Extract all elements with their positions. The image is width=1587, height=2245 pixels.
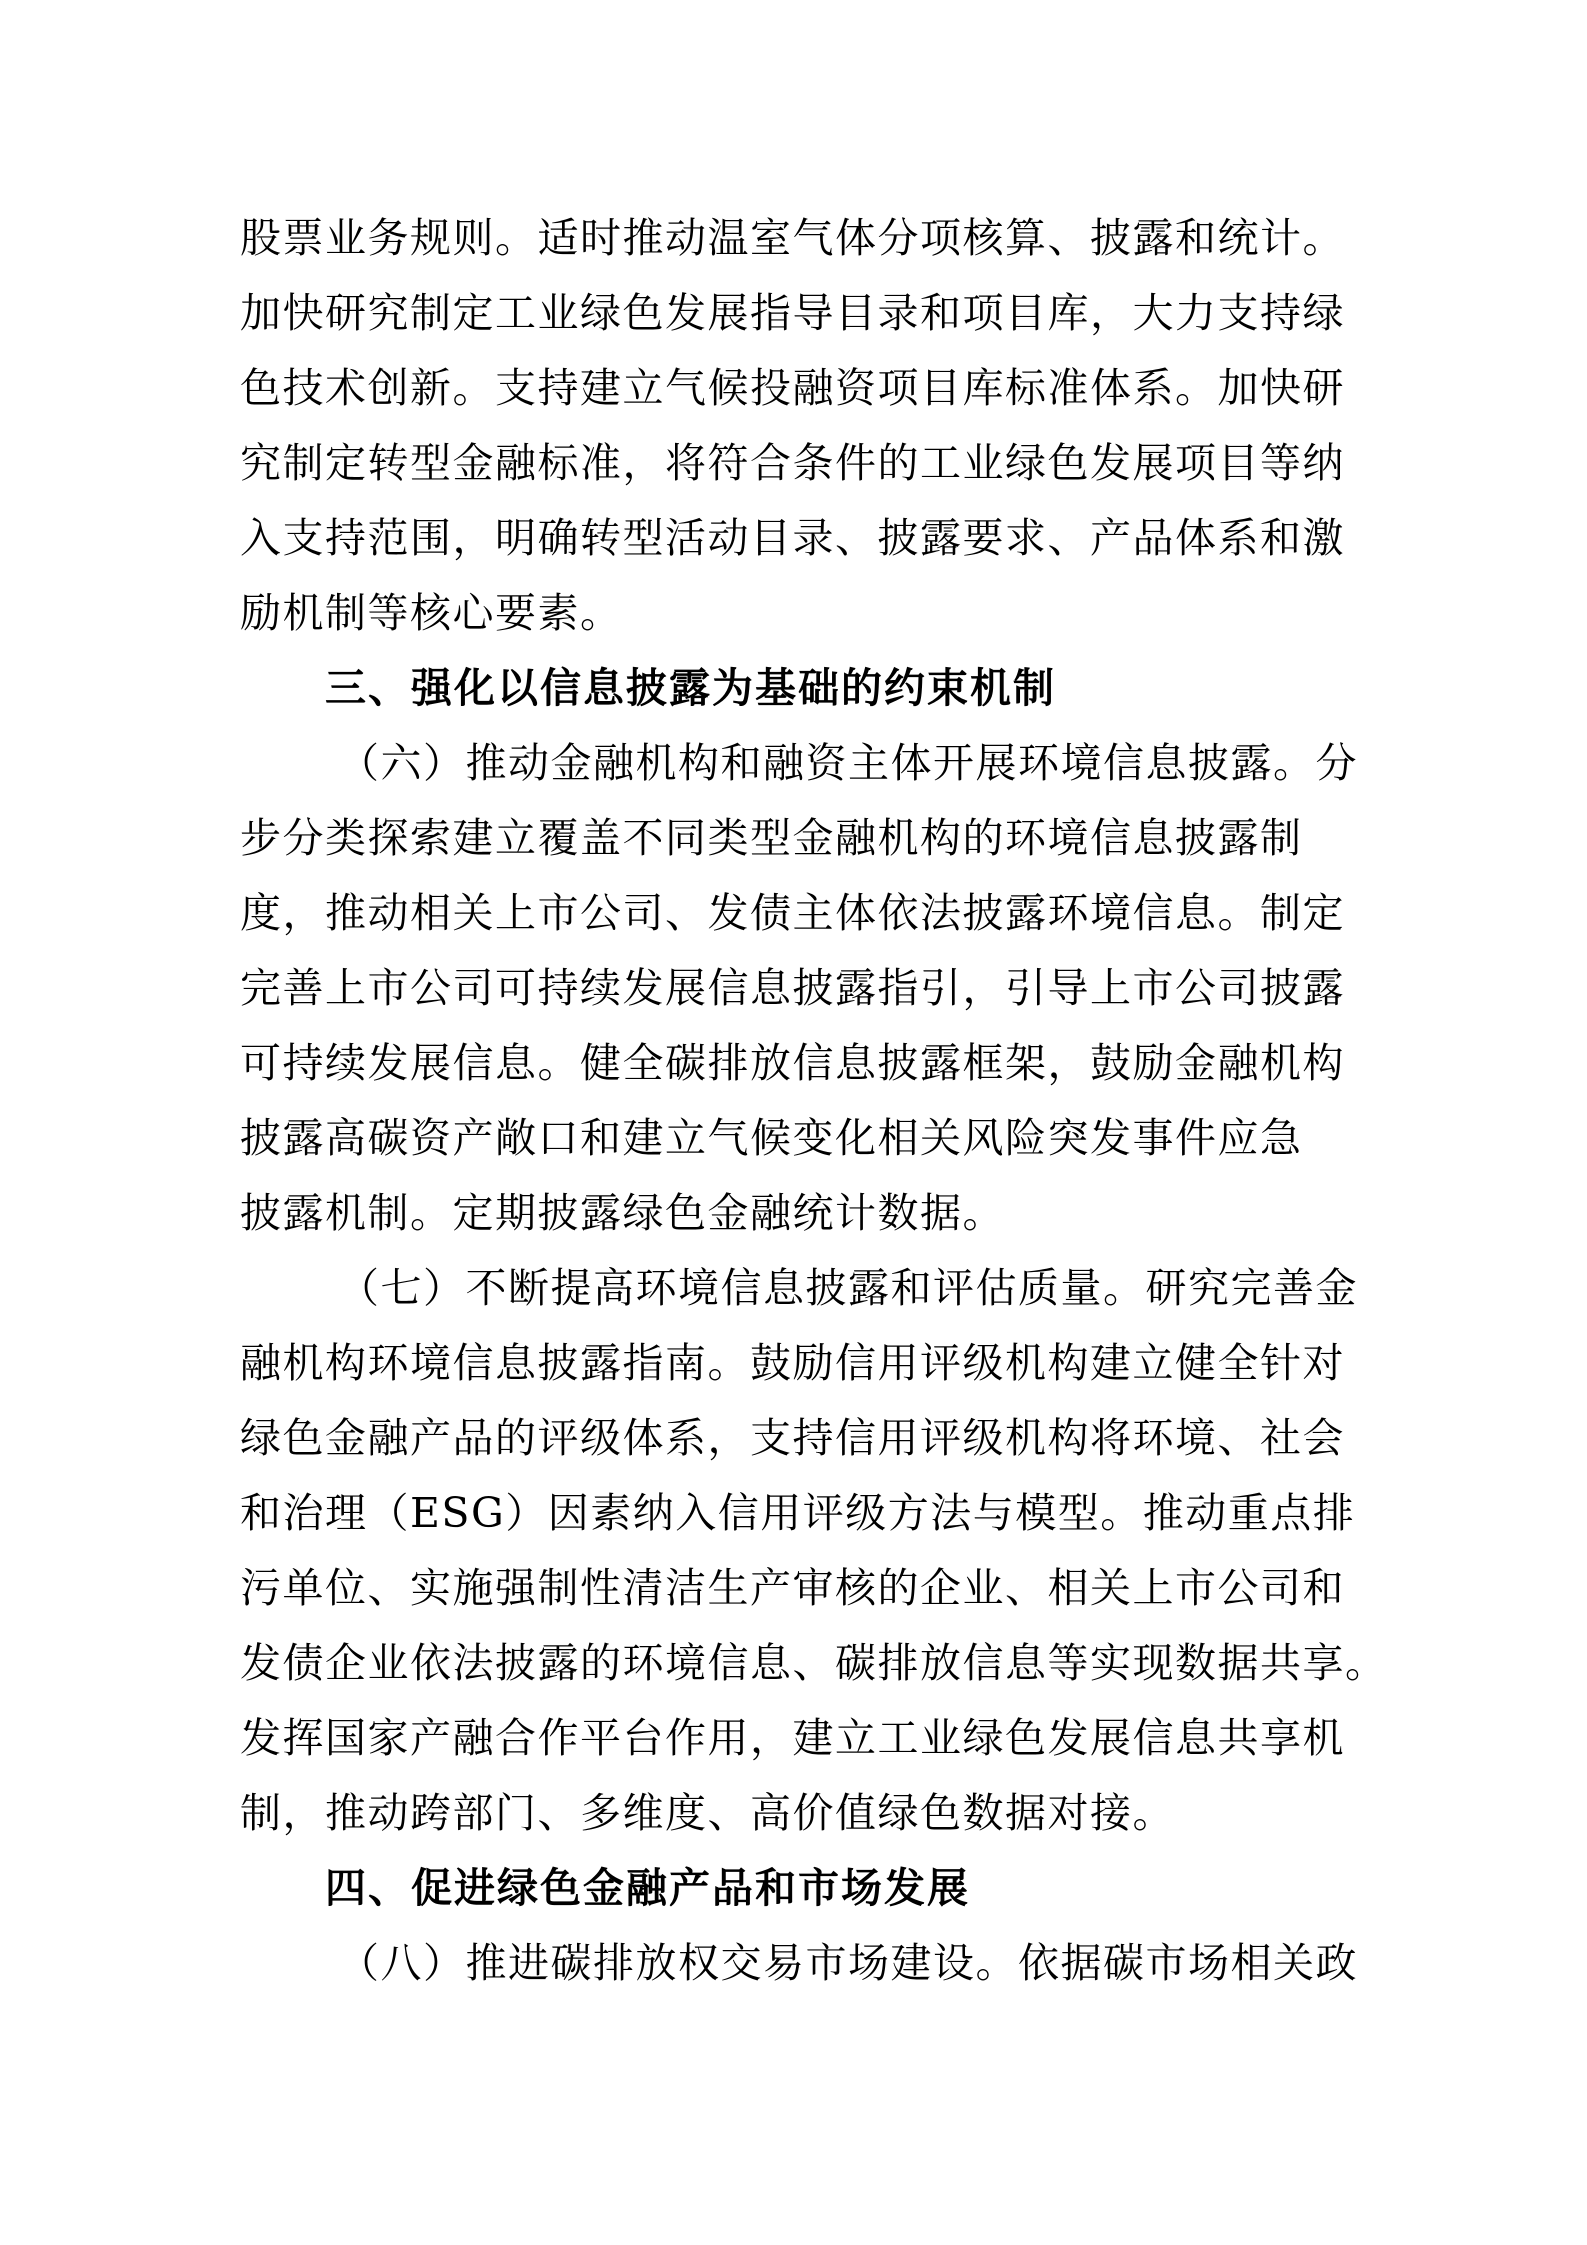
text-line: 绿色金融产品的评级体系，支持信用评级机构将环境、社会	[240, 1414, 1345, 1462]
text-line: 发挥国家产融合作平台作用，建立工业绿色发展信息共享机	[240, 1714, 1345, 1762]
text-line: 股票业务规则。适时推动温室气体分项核算、披露和统计。	[240, 214, 1345, 262]
text-line: 完善上市公司可持续发展信息披露指引，引导上市公司披露	[240, 964, 1345, 1012]
text-line: 发债企业依法披露的环境信息、碳排放信息等实现数据共享。	[240, 1639, 1388, 1687]
text-line: 可持续发展信息。健全碳排放信息披露框架，鼓励金融机构	[240, 1039, 1345, 1087]
text-line: 步分类探索建立覆盖不同类型金融机构的环境信息披露制	[240, 814, 1303, 862]
text-line: 度，推动相关上市公司、发债主体依法披露环境信息。制定	[240, 889, 1345, 937]
text-line: 励机制等核心要素。	[240, 589, 623, 637]
paragraph-7-start: （七）不断提高环境信息披露和评估质量。研究完善金	[338, 1264, 1358, 1312]
section-heading-4: 四、促进绿色金融产品和市场发展	[325, 1864, 970, 1912]
paragraph-8-start: （八）推进碳排放权交易市场建设。依据碳市场相关政	[338, 1939, 1358, 1987]
text-line: 入支持范围，明确转型活动目录、披露要求、产品体系和激	[240, 514, 1345, 562]
text-line: 究制定转型金融标准，将符合条件的工业绿色发展项目等纳	[240, 439, 1345, 487]
text-line: 色技术创新。支持建立气候投融资项目库标准体系。加快研	[240, 364, 1345, 412]
section-heading-3: 三、强化以信息披露为基础的约束机制	[325, 664, 1056, 712]
text-line: 和治理（ESG）因素纳入信用评级方法与模型。推动重点排	[240, 1489, 1356, 1537]
paragraph-6-start: （六）推动金融机构和融资主体开展环境信息披露。分	[338, 739, 1358, 787]
text-line: 加快研究制定工业绿色发展指导目录和项目库，大力支持绿	[240, 289, 1345, 337]
text-line: 披露高碳资产敞口和建立气候变化相关风险突发事件应急	[240, 1114, 1303, 1162]
text-line: 融机构环境信息披露指南。鼓励信用评级机构建立健全针对	[240, 1339, 1345, 1387]
text-line: 制，推动跨部门、多维度、高价值绿色数据对接。	[240, 1789, 1175, 1837]
text-line: 污单位、实施强制性清洁生产审核的企业、相关上市公司和	[240, 1564, 1345, 1612]
text-line: 披露机制。定期披露绿色金融统计数据。	[240, 1189, 1005, 1237]
